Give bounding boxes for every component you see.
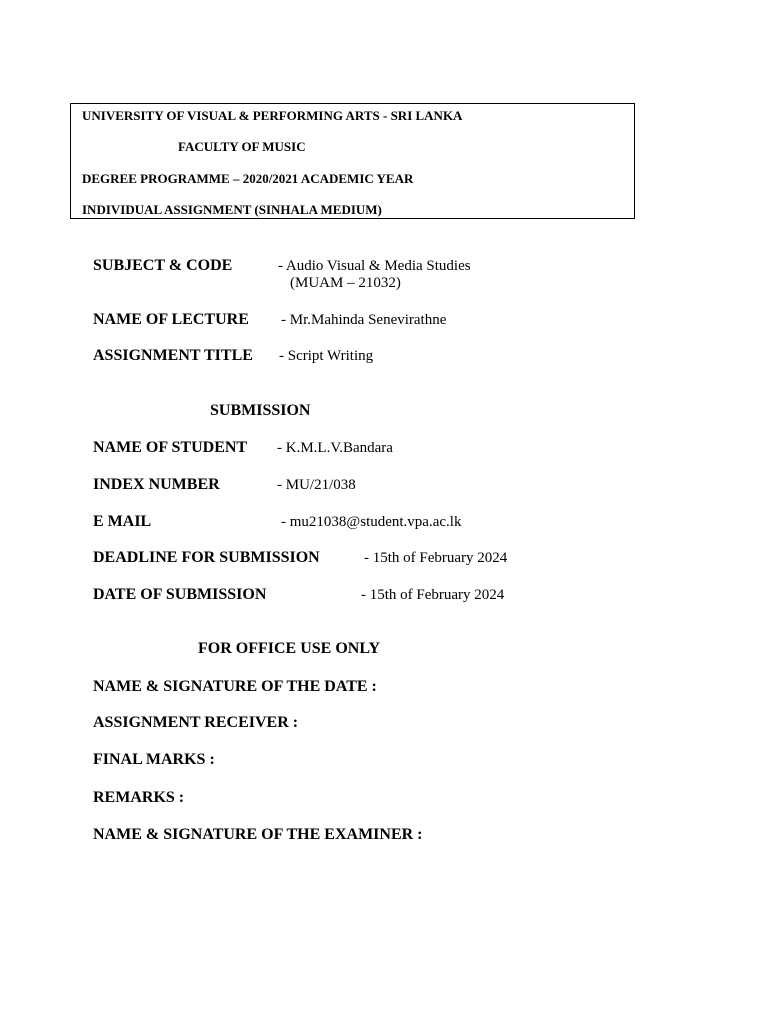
university-name: UNIVERSITY OF VISUAL & PERFORMING ARTS - SRI LANKA [82, 108, 463, 123]
final-marks-field: FINAL MARKS : [93, 751, 215, 768]
examiner-field: NAME & SIGNATURE OF THE EXAMINER : [93, 826, 423, 843]
index-value: - MU/21/038 [277, 477, 356, 493]
lecture-value: - Mr.Mahinda Senevirathne [281, 312, 447, 328]
title-value: - Script Writing [279, 348, 374, 364]
lecture-label: NAME OF LECTURE [93, 311, 249, 328]
student-value: - K.M.L.V.Bandara [277, 440, 393, 456]
assignment-receiver-field: ASSIGNMENT RECEIVER : [93, 714, 299, 731]
deadline-value: - 15th of February 2024 [364, 550, 508, 566]
email-value: - mu21038@student.vpa.ac.lk [281, 514, 462, 530]
date-value: - 15th of February 2024 [361, 587, 505, 603]
remarks-field: REMARKS : [93, 789, 185, 806]
office-heading: FOR OFFICE USE ONLY [198, 640, 381, 657]
deadline-label: DEADLINE FOR SUBMISSION [93, 549, 320, 566]
title-label: ASSIGNMENT TITLE [93, 347, 253, 364]
student-label: NAME OF STUDENT [93, 439, 248, 456]
degree-programme: DEGREE PROGRAMME – 2020/2021 ACADEMIC YEAR [82, 171, 414, 186]
submission-heading: SUBMISSION [210, 402, 311, 419]
assignment-type: INDIVIDUAL ASSIGNMENT (SINHALA MEDIUM) [82, 202, 382, 217]
date-label: DATE OF SUBMISSION [93, 586, 267, 603]
subject-value: - Audio Visual & Media Studies [278, 258, 471, 274]
index-label: INDEX NUMBER [93, 476, 220, 493]
name-signature-date-field: NAME & SIGNATURE OF THE DATE : [93, 678, 377, 695]
subject-label: SUBJECT & CODE [93, 257, 233, 274]
faculty-name: FACULTY OF MUSIC [178, 139, 306, 154]
email-label: E MAIL [93, 513, 152, 530]
subject-code: (MUAM – 21032) [290, 275, 401, 291]
